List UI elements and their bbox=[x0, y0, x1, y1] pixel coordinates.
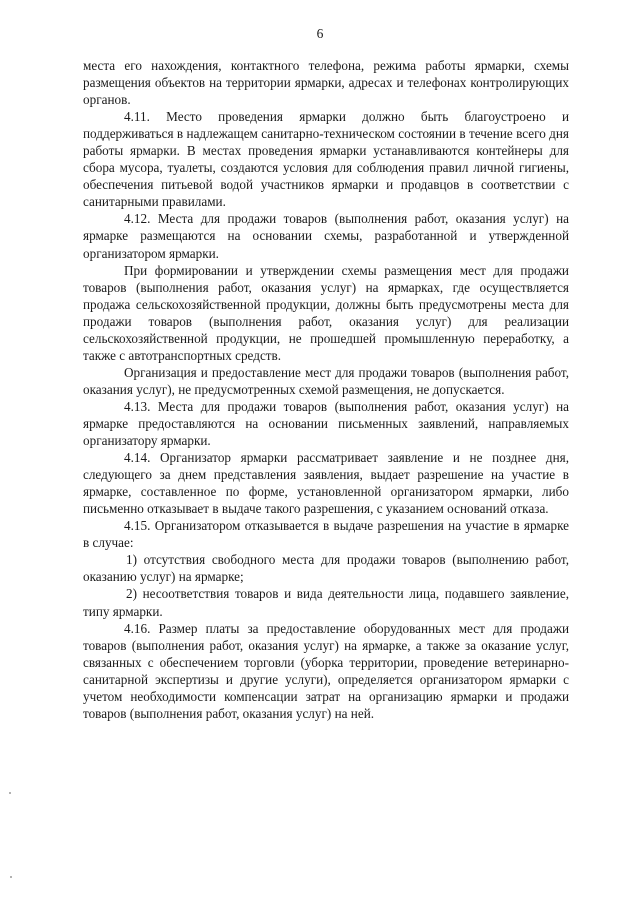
paragraph-continuation: места его нахождения, контактного телефона, режима работы ярмарки, схемы размещения объектов на территории ярмарки, адресах и телефонах контролирующих органов. bbox=[83, 58, 569, 108]
page-number: 6 bbox=[316, 26, 324, 41]
paragraph-4-15: 4.15. Организатором отказывается в выдаче разрешения на участие в ярмарке в случае: bbox=[83, 518, 569, 551]
scan-speck bbox=[9, 792, 11, 794]
list-item-4-15-2: 2) несоответствия товаров и вида деятельности лица, подавшего заявление, типу ярмарки. bbox=[83, 586, 569, 619]
scan-speck bbox=[10, 876, 12, 878]
document-body bbox=[83, 57, 569, 722]
paragraph-4-16: 4.16. Размер платы за предоставление оборудованных мест для продажи товаров (выполнения работ, оказания услуг) на ярмарке, а также за оказание услуг, связанных с обеспечением торговли (уборка территории, проведение ветеринарно-санитарной экспертизы и другие услуги), определяется организатором ярмарки с учетом необходимости компенсации затрат на организацию ярмарки и продажи товаров (выполнения работ, оказания услуг) на ней. bbox=[83, 620, 569, 721]
paragraph-4-11: 4.11. Место проведения ярмарки должно быть благоустроено и поддерживаться в надлежащем санитарно-техническом состоянии в течение всего дня работы ярмарки. В местах проведения ярмарки устанавливаются контейнеры для сбора мусора, туалеты, создаются условия для соблюдения правил личной гигиены, обеспечения питьевой водой участников ярмарки и продавцов в соответствии с санитарными правилами. bbox=[83, 109, 569, 210]
paragraph-4-14: 4.14. Организатор ярмарки рассматривает заявление и не позднее дня, следующего за днем представления заявления, выдает разрешение на участие в ярмарке, составленное по форме, установленной организатором ярмарки, либо письменно отказывает в выдаче такого разрешения, с указанием оснований отказа. bbox=[83, 450, 569, 517]
paragraph-4-12: 4.12. Места для продажи товаров (выполнения работ, оказания услуг) на ярмарке размещаются на основании схемы, разработанной и утвержденной организатором ярмарки. bbox=[83, 211, 569, 261]
paragraph-4-13: 4.13. Места для продажи товаров (выполнения работ, оказания услуг) на ярмарке предоставляются на основании письменных заявлений, направляемых организатору ярмарки. bbox=[83, 398, 569, 449]
list-item-4-15-1: 1) отсутствия свободного места для продажи товаров (выполнению работ, оказанию услуг) на ярмарке; bbox=[83, 552, 569, 585]
paragraph-4-12-not-allowed: Организация и предоставление мест для продажи товаров (выполнения работ, оказания услуг), не предусмотренных схемой размещения, не допускается. bbox=[83, 364, 569, 397]
paragraph-4-12-scheme: При формировании и утверждении схемы размещения мест для продажи товаров (выполнения работ, оказания услуг) на ярмарках, где осуществляется продажа сельскохозяйственной продукции, должны быть предусмотрены места для продажи товаров (выполнения работ, оказания услуг) для реализации сельскохозяйственной продукции, не прошедшей промышленную переработку, а также с автотранспортных средств. bbox=[83, 262, 569, 363]
